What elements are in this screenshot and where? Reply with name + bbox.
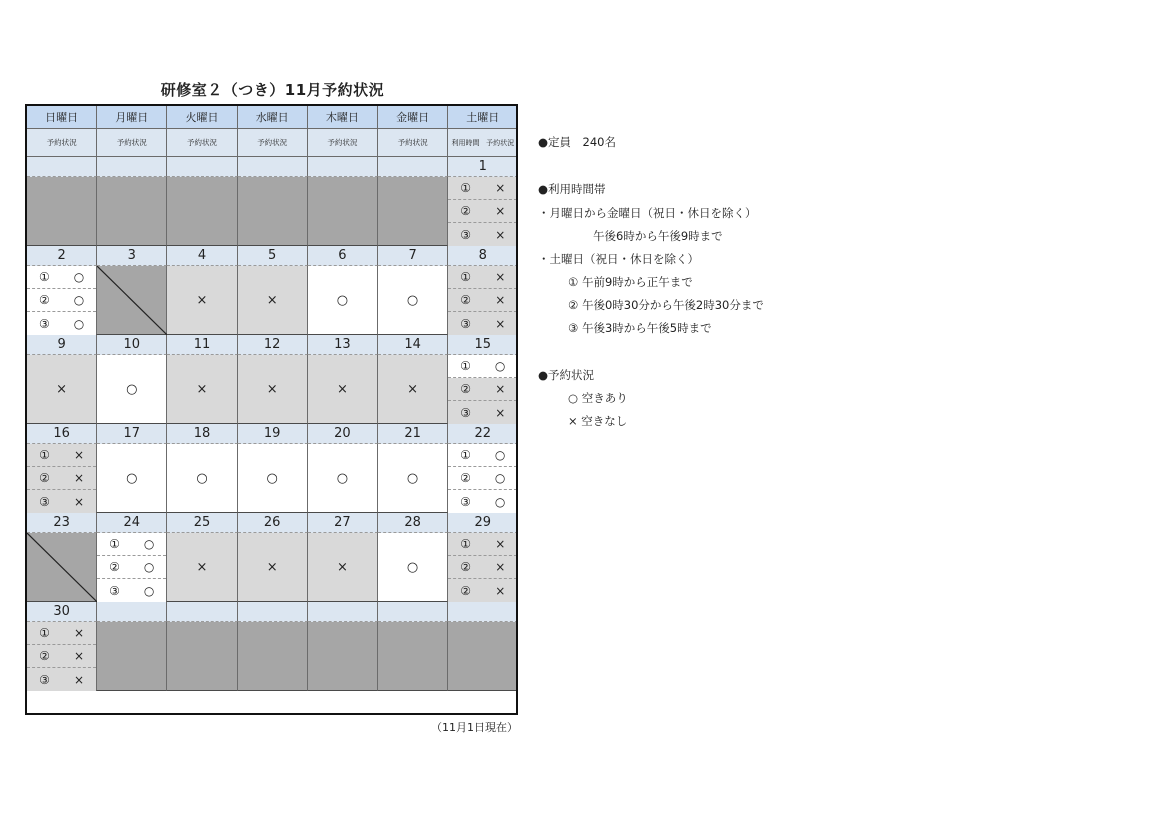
status-cell: ○: [97, 355, 167, 424]
time-slot-row: [448, 266, 517, 289]
status-label: 予約状況: [486, 138, 515, 147]
time-slot-row: [448, 467, 517, 490]
date-cell: [308, 602, 378, 622]
date-cell: 18: [167, 424, 237, 444]
status-cell: ○: [167, 444, 237, 513]
time-slot-cell: [27, 444, 97, 513]
date-cell: 1: [448, 157, 518, 177]
time-slot-row: [27, 490, 96, 513]
status-subheader: 予約状況: [167, 129, 237, 157]
slot-number: ①: [460, 270, 472, 284]
date-cell: 24: [97, 513, 167, 533]
closed-cell: [378, 177, 448, 246]
date-cell: 25: [167, 513, 237, 533]
time-slot-row: [27, 266, 96, 289]
status-cell: ○: [378, 444, 448, 513]
time-slot-row: [27, 645, 96, 668]
diagonal-line: [97, 266, 167, 335]
as-of-note: （11月1日現在）: [431, 721, 518, 734]
date-cell: 7: [378, 246, 448, 266]
time-slot-row: [448, 444, 517, 467]
slot-status: ○: [494, 359, 506, 373]
date-cell: 30: [27, 602, 97, 622]
slot-number: ①: [460, 537, 472, 551]
closed-diagonal-cell: [97, 266, 167, 335]
time-slot-row: [27, 668, 96, 691]
hours-heading: ●利用時間帯: [538, 182, 606, 196]
slot-status: ×: [74, 672, 85, 687]
status-subheader: 予約状況: [308, 129, 378, 157]
time-slot-row: [27, 444, 96, 467]
diagonal-line: [27, 533, 97, 602]
time-slot-cell: [448, 355, 518, 424]
date-cell: 13: [308, 335, 378, 355]
status-subheader: 予約状況: [27, 129, 97, 157]
time-slot-row: [448, 355, 517, 378]
usage-time-label: 利用時間: [451, 138, 480, 147]
status-cell: ○: [378, 266, 448, 335]
date-cell: [167, 157, 237, 177]
slot-number: ①: [39, 448, 50, 462]
status-cell: ×: [308, 355, 378, 424]
date-cell: [97, 157, 167, 177]
slot-number: ③: [460, 316, 472, 331]
time-slot-row: [448, 200, 517, 223]
slot-status: ×: [74, 471, 85, 485]
closed-cell: [308, 177, 378, 246]
slot-number: ①: [460, 359, 471, 373]
weekday-header: 木曜日: [308, 106, 378, 129]
time-slot-row: [448, 378, 517, 401]
slot-number: ①: [38, 270, 50, 284]
date-cell: 29: [448, 513, 518, 533]
slot-status: ×: [495, 227, 506, 242]
saturday-slot-2: ② 午後0時30分から午後2時30分まで: [568, 298, 764, 312]
time-slot-row: [448, 533, 517, 556]
slot-status: ○: [494, 494, 506, 509]
date-cell: 4: [167, 246, 237, 266]
closed-cell: [167, 177, 237, 246]
slot-number: ①: [39, 626, 50, 640]
saturday-line: ・土曜日（祝日・休日を除く）: [538, 252, 699, 266]
date-cell: [27, 157, 97, 177]
slot-number: ②: [460, 293, 472, 307]
status-cell: ×: [167, 355, 237, 424]
status-cell: ○: [378, 533, 448, 602]
closed-cell: [378, 622, 448, 691]
status-cell: ×: [27, 355, 97, 424]
weekday-header: 金曜日: [378, 106, 448, 129]
slot-status: ×: [495, 405, 506, 420]
saturday-slot-1: ① 午前9時から正午まで: [568, 275, 693, 289]
weekday-time: 午後6時から午後9時まで: [593, 229, 723, 243]
slot-status: ×: [495, 181, 506, 195]
status-heading: ●予約状況: [538, 368, 595, 382]
status-cell: ×: [308, 533, 378, 602]
slot-number: ②: [39, 649, 50, 663]
time-slot-cell: [448, 177, 518, 246]
date-cell: 17: [97, 424, 167, 444]
time-slot-row: [97, 579, 166, 602]
date-cell: 26: [238, 513, 308, 533]
status-cell: ×: [167, 533, 237, 602]
date-cell: 10: [97, 335, 167, 355]
slot-number: ①: [109, 537, 120, 551]
status-subheader: 予約状況: [238, 129, 308, 157]
date-cell: 2: [27, 246, 97, 266]
time-slot-row: [448, 579, 517, 602]
time-slot-row: [448, 556, 517, 579]
saturday-slot-3: ③ 午後3時から午後5時まで: [568, 321, 712, 335]
status-cell: ×: [238, 533, 308, 602]
closed-cell: [238, 177, 308, 246]
time-slot-row: [27, 312, 96, 335]
slot-number: ②: [38, 293, 50, 307]
slot-number: ③: [460, 405, 472, 420]
time-slot-cell: [448, 266, 518, 335]
date-cell: 22: [448, 424, 518, 444]
slot-status: ×: [74, 649, 85, 663]
closed-cell: [308, 622, 378, 691]
slot-number: ③: [460, 227, 472, 242]
time-slot-row: [27, 622, 96, 645]
slot-number: ②: [460, 382, 472, 396]
date-cell: 8: [448, 246, 518, 266]
time-slot-cell: [27, 622, 97, 691]
slot-number: ③: [38, 316, 50, 331]
date-cell: 9: [27, 335, 97, 355]
saturday-subheader: [448, 129, 518, 157]
slot-number: ①: [460, 181, 472, 195]
closed-diagonal-cell: [27, 533, 97, 602]
weekday-header: 土曜日: [448, 106, 518, 129]
status-cell: ○: [308, 266, 378, 335]
date-cell: 11: [167, 335, 237, 355]
status-cell: ×: [238, 355, 308, 424]
date-cell: 16: [27, 424, 97, 444]
slot-status: ○: [494, 471, 506, 485]
slot-number: ②: [39, 471, 50, 485]
time-slot-cell: [97, 533, 167, 602]
page-title: 研修室２（つき）11月予約状況: [160, 81, 385, 99]
closed-cell: [167, 622, 237, 691]
legend-full: × 空きなし: [568, 414, 628, 428]
date-cell: 14: [378, 335, 448, 355]
slot-status: ○: [73, 316, 85, 331]
slot-status: ×: [495, 583, 506, 598]
slot-number: ②: [460, 204, 472, 218]
status-cell: ×: [238, 266, 308, 335]
time-slot-row: [97, 533, 166, 556]
time-slot-row: [27, 467, 96, 490]
date-cell: 28: [378, 513, 448, 533]
slot-status: ○: [73, 270, 85, 284]
slot-status: ×: [74, 494, 85, 509]
date-cell: 21: [378, 424, 448, 444]
capacity-text: ●定員 240名: [538, 135, 616, 149]
date-cell: 27: [308, 513, 378, 533]
status-subheader: 予約状況: [378, 129, 448, 157]
date-cell: 5: [238, 246, 308, 266]
date-cell: 6: [308, 246, 378, 266]
closed-cell: [27, 177, 97, 246]
legend-available: ○ 空きあり: [568, 391, 628, 405]
date-cell: [238, 157, 308, 177]
time-slot-row: [448, 490, 517, 513]
closed-cell: [97, 622, 167, 691]
slot-number: ①: [460, 448, 471, 462]
slot-number: ③: [39, 494, 50, 509]
slot-number: ②: [460, 583, 472, 598]
date-cell: 3: [97, 246, 167, 266]
weekday-header: 水曜日: [238, 106, 308, 129]
date-cell: 20: [308, 424, 378, 444]
weekday-header: 火曜日: [167, 106, 237, 129]
status-cell: ×: [378, 355, 448, 424]
slot-number: ②: [460, 471, 471, 485]
time-slot-row: [448, 312, 517, 335]
time-slot-row: [448, 223, 517, 246]
closed-cell: [238, 622, 308, 691]
slot-status: ×: [495, 537, 506, 551]
closed-cell: [97, 177, 167, 246]
closed-cell: [448, 622, 518, 691]
time-slot-cell: [27, 266, 97, 335]
slot-status: ×: [495, 560, 506, 574]
date-cell: [378, 602, 448, 622]
slot-status: ○: [143, 537, 155, 551]
slot-status: ×: [495, 293, 506, 307]
date-cell: [378, 157, 448, 177]
reservation-calendar: [25, 104, 518, 715]
slot-number: ②: [460, 560, 472, 574]
slot-status: ×: [495, 270, 506, 284]
time-slot-row: [27, 289, 96, 312]
slot-status: ×: [495, 204, 506, 218]
slot-status: ×: [74, 448, 85, 462]
time-slot-row: [97, 556, 166, 579]
slot-status: ○: [143, 583, 155, 598]
weekday-header: 日曜日: [27, 106, 97, 129]
slot-number: ③: [109, 583, 120, 598]
date-cell: 12: [238, 335, 308, 355]
status-cell: ○: [308, 444, 378, 513]
slot-status: ○: [143, 560, 155, 574]
slot-status: ○: [494, 448, 506, 462]
slot-number: ③: [39, 672, 50, 687]
status-subheader: 予約状況: [97, 129, 167, 157]
time-slot-cell: [448, 533, 518, 602]
slot-status: ×: [74, 626, 85, 640]
slot-number: ②: [109, 560, 120, 574]
date-cell: 15: [448, 335, 518, 355]
time-slot-row: [448, 401, 517, 424]
date-cell: 19: [238, 424, 308, 444]
date-cell: [238, 602, 308, 622]
date-cell: [97, 602, 167, 622]
time-slot-row: [448, 289, 517, 312]
slot-status: ×: [495, 382, 506, 396]
status-cell: ○: [97, 444, 167, 513]
time-slot-cell: [448, 444, 518, 513]
date-cell: [167, 602, 237, 622]
weekday-line: ・月曜日から金曜日（祝日・休日を除く）: [538, 206, 757, 220]
date-cell: [448, 602, 518, 622]
status-cell: ○: [238, 444, 308, 513]
slot-status: ×: [495, 316, 506, 331]
time-slot-row: [448, 177, 517, 200]
slot-number: ③: [460, 494, 471, 509]
weekday-header: 月曜日: [97, 106, 167, 129]
slot-status: ○: [73, 293, 85, 307]
date-cell: [308, 157, 378, 177]
status-cell: ×: [167, 266, 237, 335]
date-cell: 23: [27, 513, 97, 533]
